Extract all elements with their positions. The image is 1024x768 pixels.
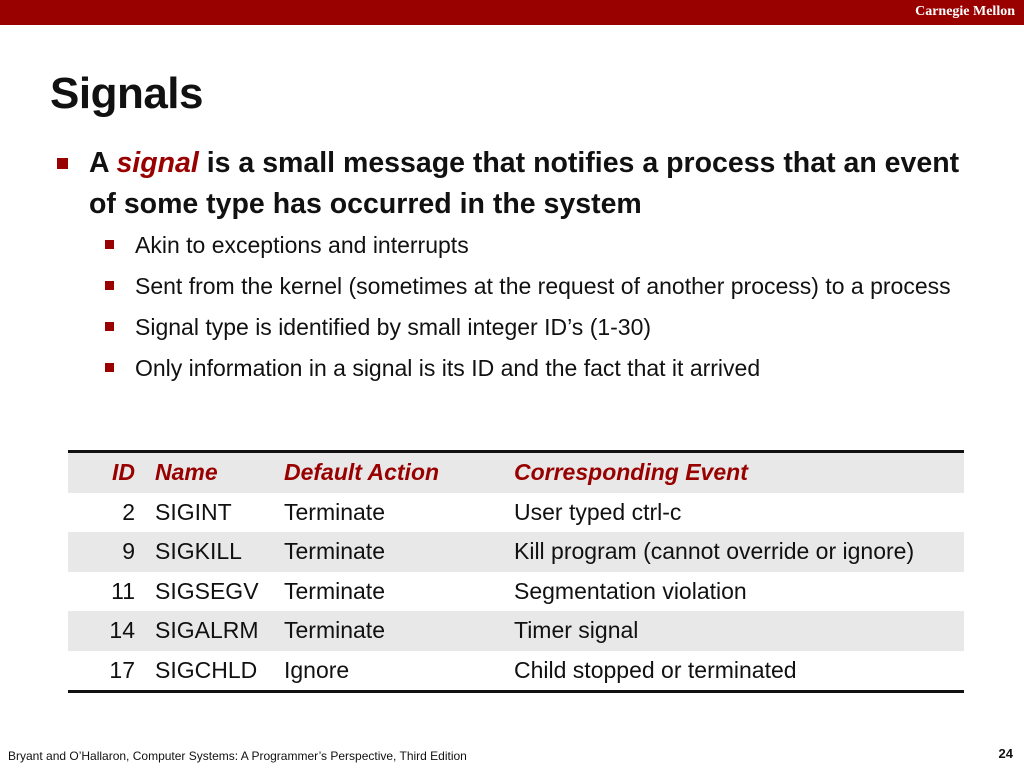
cell-id: 11 [111,577,135,604]
sub-point [104,351,984,385]
column-header-corresponding-event: Corresponding Event [514,459,748,486]
bullet-marker [105,281,114,290]
table-row [68,611,964,651]
slide-title: Signals [50,69,203,118]
column-header-name: Name [155,459,218,486]
org-label: Carnegie Mellon [915,4,1015,19]
sub-point [104,310,984,344]
header-bar [0,0,1024,25]
cell-default-action: Ignore [284,656,350,683]
cell-default-action: Terminate [284,538,385,565]
sub-point [104,228,984,262]
table-row [68,651,964,691]
cell-default-action: Terminate [284,617,385,644]
cell-event: Kill program (cannot override or ignore) [514,538,915,565]
cell-name: SIGKILL [155,538,242,565]
cell-name: SIGSEGV [155,577,259,604]
cell-id: 14 [109,617,135,644]
sub-point [104,269,984,303]
column-header-default-action: Default Action [284,459,440,486]
table-row [68,532,964,572]
cell-default-action: Terminate [284,577,385,604]
sub-point-text: Akin to exceptions and interrupts [135,232,469,258]
table-row [68,493,964,533]
column-header-id: ID [112,459,135,486]
table-header-row [68,453,964,493]
bullet-marker [105,322,114,331]
cell-id: 2 [122,498,135,525]
cell-event: User typed ctrl-c [514,498,682,525]
sub-point-text: Signal type is identified by small integer ID’s (1-30) [135,314,652,340]
cell-name: SIGINT [155,498,232,525]
cell-event: Child stopped or terminated [514,656,797,683]
sub-point-list [104,228,984,392]
bullet-marker [105,363,114,372]
cell-default-action: Terminate [284,498,385,525]
main-point [89,143,969,225]
cell-id: 9 [122,538,135,565]
main-point-prefix: A [89,147,109,179]
signal-table [68,450,964,693]
sub-point-text: Sent from the kernel (sometimes at the request of another process) to a process [135,273,951,299]
cell-event: Segmentation violation [514,577,747,604]
cell-name: SIGCHLD [155,656,258,683]
footer-citation: Bryant and O’Hallaron, Computer Systems: A Programmer’s Perspective, Third Edition [8,749,467,763]
bullet-marker [105,240,114,249]
cell-event: Timer signal [514,617,639,644]
cell-name: SIGALRM [155,617,259,644]
sub-point-text: Only information in a signal is its ID and the fact that it arrived [135,355,761,381]
page-number: 24 [998,746,1013,761]
cell-id: 17 [109,656,135,683]
main-point-emphasis: signal [116,147,199,179]
table-row [68,572,964,612]
main-bullet-marker [57,158,68,169]
main-point-text: is a small message that notifies a process that an event of some type has occurred in the system [89,147,960,220]
